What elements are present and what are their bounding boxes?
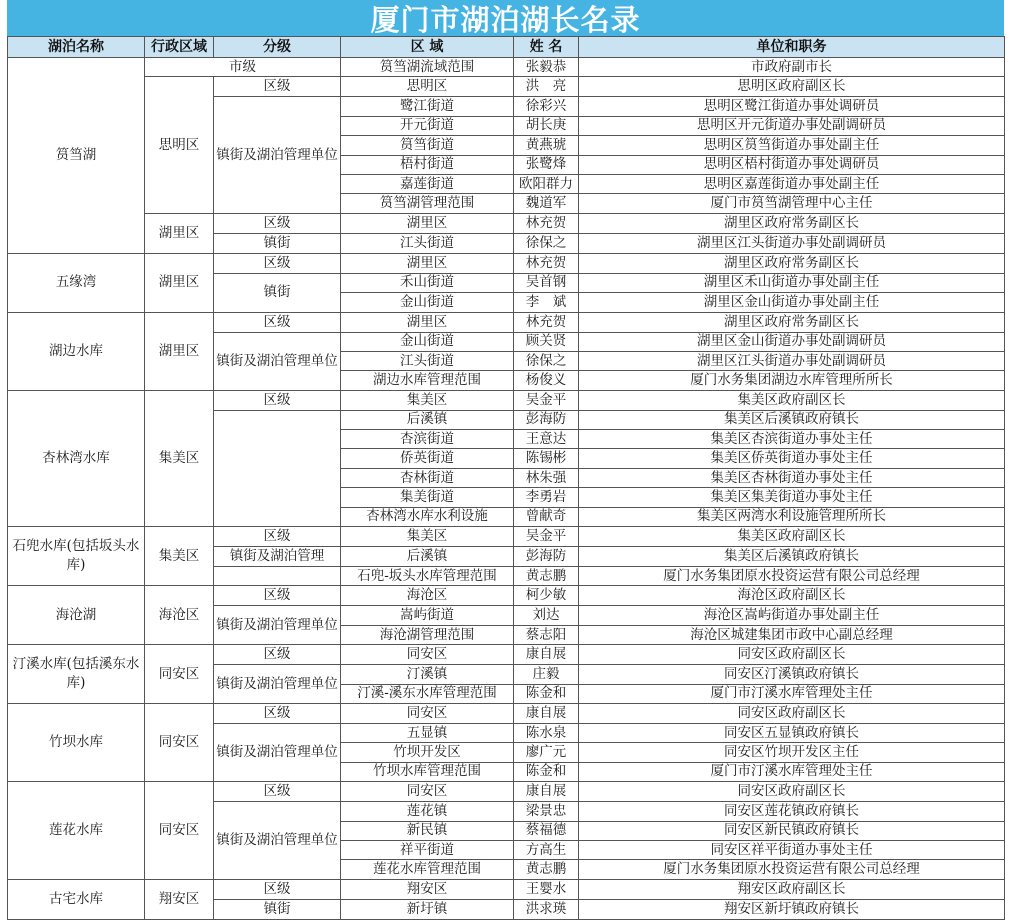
position-cell: 厦门市汀溪水库管理处主任 bbox=[579, 684, 1005, 703]
table-row bbox=[8, 213, 1005, 233]
district-cell: 思明区 bbox=[145, 77, 214, 213]
level-cell bbox=[214, 410, 341, 526]
level-cell: 区级 bbox=[214, 782, 341, 802]
table-header bbox=[8, 37, 1005, 58]
position-cell: 集美区杏滨街道办事处主任 bbox=[579, 430, 1005, 449]
person-cell: 黄志鹏 bbox=[514, 860, 579, 879]
table-body bbox=[8, 58, 1005, 920]
position-cell: 翔安区新圩镇政府镇长 bbox=[579, 899, 1005, 919]
lake-name-cell: 海沧湖 bbox=[8, 586, 145, 645]
person-cell: 林充贺 bbox=[514, 213, 579, 233]
lake-chief-table bbox=[7, 36, 1005, 920]
person-cell: 曾献奇 bbox=[514, 507, 579, 526]
area-cell: 杏滨街道 bbox=[341, 430, 514, 449]
position-cell: 同安区政府副区长 bbox=[579, 703, 1005, 723]
level-cell: 区级 bbox=[214, 390, 341, 410]
position-cell: 同安区祥平街道办事处主任 bbox=[579, 840, 1005, 859]
area-cell: 竹坝水库管理范围 bbox=[341, 762, 514, 781]
lake-name-cell: 莲花水库 bbox=[8, 782, 145, 880]
person-cell: 陈金和 bbox=[514, 762, 579, 781]
district-cell: 湖里区 bbox=[145, 312, 214, 390]
person-cell: 徐保之 bbox=[514, 233, 579, 253]
position-cell: 思明区嘉莲街道办事处副主任 bbox=[579, 174, 1005, 193]
city-level-cell: 市级 bbox=[145, 58, 341, 77]
position-cell: 湖里区政府常务副区长 bbox=[579, 312, 1005, 332]
level-cell bbox=[214, 567, 341, 586]
area-cell: 莲花镇 bbox=[341, 802, 514, 821]
area-cell: 集美区 bbox=[341, 527, 514, 547]
person-cell: 蔡志阳 bbox=[514, 625, 579, 644]
area-cell: 莲花水库管理范围 bbox=[341, 860, 514, 879]
position-cell: 厦门水务集团原水投资运营有限公司总经理 bbox=[579, 567, 1005, 586]
table-row bbox=[8, 58, 1005, 77]
person-cell: 黄燕琥 bbox=[514, 136, 579, 155]
district-cell: 同安区 bbox=[145, 782, 214, 880]
person-cell: 王意达 bbox=[514, 430, 579, 449]
level-cell: 区级 bbox=[214, 253, 341, 273]
position-cell: 集美区两湾水利设施管理所所长 bbox=[579, 507, 1005, 526]
district-cell: 同安区 bbox=[145, 645, 214, 704]
area-cell: 石兜-坂头水库管理范围 bbox=[341, 567, 514, 586]
position-cell: 思明区政府副区长 bbox=[579, 77, 1005, 97]
person-cell: 张毅恭 bbox=[514, 58, 579, 77]
position-cell: 湖里区政府常务副区长 bbox=[579, 253, 1005, 273]
level-cell: 区级 bbox=[214, 213, 341, 233]
area-cell: 江头街道 bbox=[341, 351, 514, 370]
level-cell: 镇街 bbox=[214, 233, 341, 253]
area-cell: 翔安区 bbox=[341, 879, 514, 899]
area-cell: 海沧区 bbox=[341, 586, 514, 606]
person-cell: 廖广元 bbox=[514, 743, 579, 762]
header-person: 姓 名 bbox=[514, 37, 579, 58]
level-cell: 镇街及湖泊管理单位 bbox=[214, 802, 341, 880]
level-cell: 镇街及湖泊管理单位 bbox=[214, 97, 341, 213]
area-cell: 梧村街道 bbox=[341, 155, 514, 174]
person-cell: 陈水泉 bbox=[514, 723, 579, 742]
level-cell: 区级 bbox=[214, 879, 341, 899]
person-cell: 吴首钢 bbox=[514, 273, 579, 292]
level-cell: 区级 bbox=[214, 586, 341, 606]
area-cell: 后溪镇 bbox=[341, 547, 514, 567]
person-cell: 吴金平 bbox=[514, 390, 579, 410]
person-cell: 胡长庚 bbox=[514, 116, 579, 135]
person-cell: 林充贺 bbox=[514, 253, 579, 273]
district-cell: 同安区 bbox=[145, 703, 214, 781]
lake-name-cell: 杏林湾水库 bbox=[8, 390, 145, 526]
area-cell: 海沧湖管理范围 bbox=[341, 625, 514, 644]
lake-name-cell: 五缘湾 bbox=[8, 253, 145, 312]
area-cell: 湖边水库管理范围 bbox=[341, 371, 514, 390]
area-cell: 湖里区 bbox=[341, 312, 514, 332]
area-cell: 筼筜湖流域范围 bbox=[341, 58, 514, 77]
table-row bbox=[8, 879, 1005, 899]
position-cell: 湖里区金山街道办事处副调研员 bbox=[579, 332, 1005, 351]
level-cell: 镇街及湖泊管理单位 bbox=[214, 606, 341, 645]
area-cell: 竹坝开发区 bbox=[341, 743, 514, 762]
table-row bbox=[8, 645, 1005, 665]
person-cell: 柯少敏 bbox=[514, 586, 579, 606]
level-cell: 镇街及湖泊管理单位 bbox=[214, 332, 341, 390]
position-cell: 海沧区城建集团市政中心副总经理 bbox=[579, 625, 1005, 644]
person-cell: 康自展 bbox=[514, 645, 579, 665]
page-title: 厦门市湖泊湖长名录 bbox=[370, 2, 641, 37]
person-cell: 陈锡彬 bbox=[514, 449, 579, 468]
lake-name-cell: 古宅水库 bbox=[8, 879, 145, 919]
area-cell: 集美街道 bbox=[341, 488, 514, 507]
lake-name-cell: 石兜水库(包括坂头水库) bbox=[8, 527, 145, 586]
position-cell: 市政府副市长 bbox=[579, 58, 1005, 77]
level-cell: 区级 bbox=[214, 703, 341, 723]
area-cell: 同安区 bbox=[341, 782, 514, 802]
person-cell: 康自展 bbox=[514, 782, 579, 802]
position-cell: 同安区政府副区长 bbox=[579, 782, 1005, 802]
area-cell: 禾山街道 bbox=[341, 273, 514, 292]
header-level: 分级 bbox=[214, 37, 341, 58]
area-cell: 湖里区 bbox=[341, 213, 514, 233]
position-cell: 思明区开元街道办事处副调研员 bbox=[579, 116, 1005, 135]
area-cell: 同安区 bbox=[341, 703, 514, 723]
position-cell: 湖里区政府常务副区长 bbox=[579, 213, 1005, 233]
person-cell: 魏道军 bbox=[514, 194, 579, 213]
area-cell: 思明区 bbox=[341, 77, 514, 97]
person-cell: 徐彩兴 bbox=[514, 97, 579, 116]
header-district: 行政区域 bbox=[145, 37, 214, 58]
person-cell: 彭海防 bbox=[514, 547, 579, 567]
district-cell: 湖里区 bbox=[145, 213, 214, 253]
area-cell: 嵩屿街道 bbox=[341, 606, 514, 625]
position-cell: 海沧区政府副区长 bbox=[579, 586, 1005, 606]
position-cell: 湖里区江头街道办事处副调研员 bbox=[579, 351, 1005, 370]
table-row bbox=[8, 703, 1005, 723]
person-cell: 梁景忠 bbox=[514, 802, 579, 821]
area-cell: 开元街道 bbox=[341, 116, 514, 135]
title-bar bbox=[7, 0, 1004, 36]
position-cell: 翔安区政府副区长 bbox=[579, 879, 1005, 899]
district-cell: 海沧区 bbox=[145, 586, 214, 645]
table-row bbox=[8, 527, 1005, 547]
lake-name-cell: 汀溪水库(包括溪东水库) bbox=[8, 645, 145, 704]
area-cell: 杏林街道 bbox=[341, 468, 514, 487]
position-cell: 集美区杏林街道办事处主任 bbox=[579, 468, 1005, 487]
person-cell: 顾关贤 bbox=[514, 332, 579, 351]
position-cell: 同安区汀溪镇政府镇长 bbox=[579, 665, 1005, 684]
table-row bbox=[8, 586, 1005, 606]
lake-name-cell: 筼筜湖 bbox=[8, 58, 145, 254]
person-cell: 庄毅 bbox=[514, 665, 579, 684]
position-cell: 集美区政府副区长 bbox=[579, 390, 1005, 410]
level-cell: 区级 bbox=[214, 312, 341, 332]
area-cell: 金山街道 bbox=[341, 293, 514, 312]
person-cell: 彭海防 bbox=[514, 410, 579, 429]
area-cell: 汀溪镇 bbox=[341, 665, 514, 684]
level-cell: 区级 bbox=[214, 645, 341, 665]
level-cell: 镇街 bbox=[214, 273, 341, 312]
level-cell: 镇街及湖泊管理单位 bbox=[214, 723, 341, 781]
position-cell: 同安区新民镇政府镇长 bbox=[579, 821, 1005, 840]
area-cell: 筼筜湖管理范围 bbox=[341, 194, 514, 213]
header-lake-name: 湖泊名称 bbox=[8, 37, 145, 58]
area-cell: 江头街道 bbox=[341, 233, 514, 253]
position-cell: 同安区莲花镇政府镇长 bbox=[579, 802, 1005, 821]
level-cell: 区级 bbox=[214, 527, 341, 547]
person-cell: 陈金和 bbox=[514, 684, 579, 703]
person-cell: 杨俊义 bbox=[514, 371, 579, 390]
person-cell: 黄志鹏 bbox=[514, 567, 579, 586]
position-cell: 厦门水务集团湖边水库管理所所长 bbox=[579, 371, 1005, 390]
person-cell: 康自展 bbox=[514, 703, 579, 723]
table-row bbox=[8, 390, 1005, 410]
area-cell: 鹭江街道 bbox=[341, 97, 514, 116]
lake-name-cell: 竹坝水库 bbox=[8, 703, 145, 781]
header-row bbox=[8, 37, 1005, 58]
area-cell: 五显镇 bbox=[341, 723, 514, 742]
person-cell: 洪 亮 bbox=[514, 77, 579, 97]
header-area: 区 域 bbox=[341, 37, 514, 58]
position-cell: 厦门水务集团原水投资运营有限公司总经理 bbox=[579, 860, 1005, 879]
area-cell: 祥平街道 bbox=[341, 840, 514, 859]
table-row bbox=[8, 253, 1005, 273]
table-row bbox=[8, 312, 1005, 332]
table-row bbox=[8, 782, 1005, 802]
table-row bbox=[8, 77, 1005, 97]
person-cell: 吴金平 bbox=[514, 527, 579, 547]
person-cell: 李 斌 bbox=[514, 293, 579, 312]
area-cell: 后溪镇 bbox=[341, 410, 514, 429]
position-cell: 湖里区禾山街道办事处副主任 bbox=[579, 273, 1005, 292]
position-cell: 思明区筼筜街道办事处副主任 bbox=[579, 136, 1005, 155]
person-cell: 王婴水 bbox=[514, 879, 579, 899]
area-cell: 汀溪-溪东水库管理范围 bbox=[341, 684, 514, 703]
level-cell: 区级 bbox=[214, 77, 341, 97]
position-cell: 思明区鹭江街道办事处调研员 bbox=[579, 97, 1005, 116]
position-cell: 同安区政府副区长 bbox=[579, 645, 1005, 665]
person-cell: 林充贺 bbox=[514, 312, 579, 332]
area-cell: 湖里区 bbox=[341, 253, 514, 273]
person-cell: 洪求瑛 bbox=[514, 899, 579, 919]
position-cell: 湖里区金山街道办事处副主任 bbox=[579, 293, 1005, 312]
position-cell: 集美区后溪镇政府镇长 bbox=[579, 410, 1005, 429]
area-cell: 同安区 bbox=[341, 645, 514, 665]
level-cell: 镇街及湖泊管理 bbox=[214, 547, 341, 567]
person-cell: 刘达 bbox=[514, 606, 579, 625]
person-cell: 方高生 bbox=[514, 840, 579, 859]
area-cell: 金山街道 bbox=[341, 332, 514, 351]
person-cell: 林朱强 bbox=[514, 468, 579, 487]
position-cell: 集美区集美街道办事处主任 bbox=[579, 488, 1005, 507]
area-cell: 杏林湾水库水利设施 bbox=[341, 507, 514, 526]
area-cell: 筼筜街道 bbox=[341, 136, 514, 155]
district-cell: 集美区 bbox=[145, 390, 214, 526]
area-cell: 新民镇 bbox=[341, 821, 514, 840]
person-cell: 欧阳群力 bbox=[514, 174, 579, 193]
position-cell: 海沧区嵩屿街道办事处副主任 bbox=[579, 606, 1005, 625]
person-cell: 张鹭烽 bbox=[514, 155, 579, 174]
lake-name-cell: 湖边水库 bbox=[8, 312, 145, 390]
person-cell: 李勇岩 bbox=[514, 488, 579, 507]
area-cell: 侨英街道 bbox=[341, 449, 514, 468]
person-cell: 徐保之 bbox=[514, 351, 579, 370]
position-cell: 厦门市汀溪水库管理处主任 bbox=[579, 762, 1005, 781]
position-cell: 思明区梧村街道办事处调研员 bbox=[579, 155, 1005, 174]
position-cell: 同安区五显镇政府镇长 bbox=[579, 723, 1005, 742]
position-cell: 集美区后溪镇政府镇长 bbox=[579, 547, 1005, 567]
area-cell: 集美区 bbox=[341, 390, 514, 410]
district-cell: 湖里区 bbox=[145, 253, 214, 312]
person-cell: 蔡福德 bbox=[514, 821, 579, 840]
position-cell: 同安区竹坝开发区主任 bbox=[579, 743, 1005, 762]
position-cell: 集美区侨英街道办事处主任 bbox=[579, 449, 1005, 468]
position-cell: 集美区政府副区长 bbox=[579, 527, 1005, 547]
district-cell: 翔安区 bbox=[145, 879, 214, 919]
area-cell: 嘉莲街道 bbox=[341, 174, 514, 193]
level-cell: 镇街 bbox=[214, 899, 341, 919]
position-cell: 湖里区江头街道办事处副调研员 bbox=[579, 233, 1005, 253]
area-cell: 新圩镇 bbox=[341, 899, 514, 919]
position-cell: 厦门市筼筜湖管理中心主任 bbox=[579, 194, 1005, 213]
level-cell: 镇街及湖泊管理单位 bbox=[214, 665, 341, 704]
header-position: 单位和职务 bbox=[579, 37, 1005, 58]
district-cell: 集美区 bbox=[145, 527, 214, 586]
